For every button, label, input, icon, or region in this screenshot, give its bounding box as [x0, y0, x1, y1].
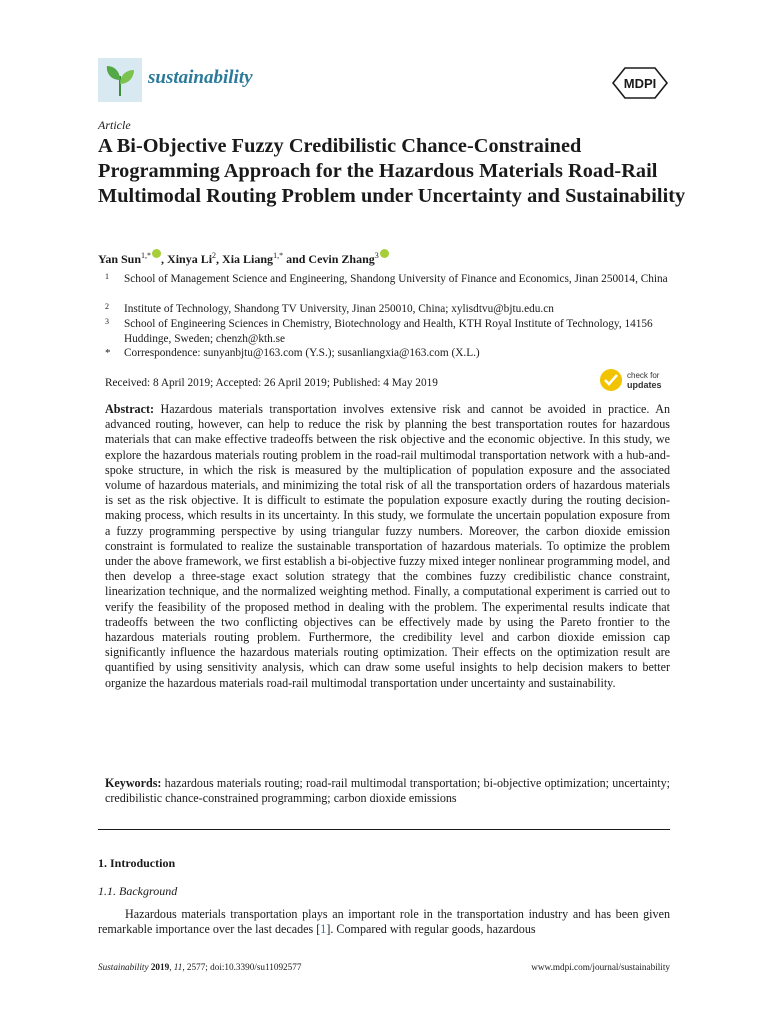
- mdpi-logo[interactable]: [611, 66, 669, 100]
- affiliation-number: 1: [105, 272, 109, 281]
- journal-name[interactable]: sustainability: [148, 67, 253, 88]
- article-type: Article: [98, 118, 131, 132]
- affiliation: [98, 317, 678, 346]
- affiliation-number: 2: [105, 302, 109, 311]
- subsection-heading: 1.1. Background: [98, 884, 178, 898]
- body-paragraph: Hazardous materials transportation plays an important role in the transportation industry and has been given remarkable importance over the last decades [1]. Compared with regular goods, hazardous: [98, 907, 670, 937]
- keywords-text: hazardous materials routing; road-rail multimodal transportation; bi-objective optimization; uncertainty; credibilistic chance-constrained programming; carbon dioxide emissions: [105, 776, 671, 806]
- keywords-label: Keywords:: [105, 776, 162, 790]
- section-heading: 1. Introduction: [98, 856, 176, 870]
- author-affil-sup: 1,*: [273, 251, 284, 260]
- check-updates-icon: [600, 369, 622, 391]
- check-updates-line1: check for: [627, 371, 660, 380]
- affiliation-number: *: [105, 347, 111, 359]
- journal-url[interactable]: www.mdpi.com/journal/sustainability: [531, 962, 670, 972]
- author-list: Yan Sun$^{1,*}$ , Xinya Li$^2$, Xia Liang$^{1,*}$ and Cevin Zhang$^3$: [98, 249, 389, 267]
- orcid-icon[interactable]: [152, 249, 161, 258]
- affiliation: [98, 272, 678, 287]
- publication-dates: Received: 8 April 2019; Accepted: 26 April 2019; Published: 4 May 2019: [105, 377, 438, 389]
- check-for-updates-button[interactable]: [598, 367, 670, 393]
- keywords: [105, 776, 670, 806]
- abstract: [105, 402, 670, 691]
- correspondence-text[interactable]: Correspondence: sunyanbjtu@163.com (Y.S.); susanliangxia@163.com (X.L.): [124, 347, 480, 359]
- journal-logo: [98, 58, 142, 102]
- affiliation-text: School of Management Science and Engineering, Shandong University of Finance and Economics, Jinan 250014, China: [124, 273, 668, 285]
- section-divider: [98, 829, 670, 830]
- sprout-leaf-icon: [98, 58, 142, 102]
- affiliation-text: School of Engineering Sciences in Chemistry, Biotechnology and Health, KTH Royal Institute of Technology, 14156 Huddinge, Sweden; chenzh@kth.se: [124, 318, 653, 345]
- author-affil-sup: 1,*: [141, 251, 152, 260]
- author-name[interactable]: Yan Sun: [98, 252, 142, 266]
- affiliation-text: Institute of Technology, Shandong TV University, Jinan 250010, China; xylisdtvu@bjtu.edu.cn: [124, 303, 554, 315]
- article-title: A Bi-Objective Fuzzy Credibilistic Chance-Constrained Programming Approach for the Hazardous Materials Road-Rail Multimodal Routing Problem under Uncertainty and Sustainability: [98, 135, 686, 208]
- author-name[interactable]: Xia Liang: [222, 252, 274, 266]
- abstract-label: Abstract:: [105, 402, 155, 416]
- author-name[interactable]: Cevin Zhang: [308, 252, 375, 266]
- author-affil-sup: 2: [212, 251, 217, 260]
- author-name[interactable]: Xinya Li: [167, 252, 213, 266]
- citation-footer: Sustainability 2019, 11, 2577; doi:10.3390/su11092577: [98, 962, 302, 972]
- affiliation-number: 3: [105, 317, 109, 326]
- affiliation: [98, 302, 678, 317]
- citation-link[interactable]: 1: [320, 922, 327, 937]
- abstract-text: Hazardous materials transportation involves extensive risk and cannot be avoided in practice. An advanced routing, however, can help to reduce the risk by planning the best transportation routes for hazardous materials that can make effective tradeoffs between the risk objective and the economic objective. In this study, we explore the hazardous materials routing problem in the road-rail multimodal transportation network with a hub-and-spoke structure, in which the risk is measured by the multiplication of population exposure and the associated volume of hazardous materials, and minimizing the total risk of all the transportation orders of hazardous materials is set as the risk objective. It is difficult to estimate the population exposure exactly during the routing decision-making process, which results in its uncertainty. In this study, we formulate the uncertain population exposure from a fuzzy programming perspective by using triangular fuzzy numbers. Moreover, the carbon dioxide emission constraint is formulated to realize the sustainable transportation of hazardous materials. To optimize the problem under the above framework, we first establish a bi-objective fuzzy mixed integer nonlinear programming model, and then develop a three-stage exact solution strategy that the combines fuzzy credibilistic chance constraint, linearization technique, and the normalized weighting method. Finally, a computational experiment is carried out to verify the feasibility of the proposed method in dealing with the problem. The experimental results indicate that tradeoffs between the two conflicting objectives can be effectively made by using the Pareto frontier to the hazardous materials routing problem. Furthermore, the credibility level and carbon dioxide emission cap significantly influence the hazardous materials routing optimization. Their effects on the optimization result are quantified by using sensitivity analysis, which can draw some useful insights to help decision makers to better organize the hazardous materials road-rail multimodal transportation under uncertainty and sustainability.: [105, 402, 670, 690]
- mdpi-logo-text: MDPI: [623, 76, 657, 91]
- author-affil-sup: 3: [374, 251, 379, 260]
- orcid-icon[interactable]: [380, 249, 389, 258]
- correspondence: [98, 346, 678, 361]
- check-updates-line2: updates: [627, 380, 662, 390]
